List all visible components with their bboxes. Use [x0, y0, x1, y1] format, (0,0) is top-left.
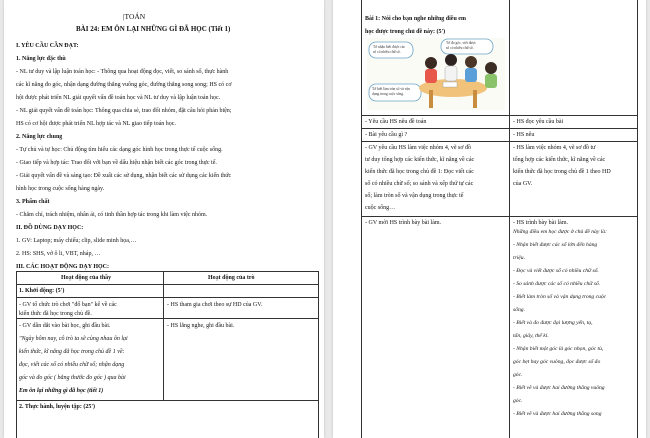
learning-outcome-line: - Nhận biết được các số lớn đến hàng — [513, 242, 598, 248]
teacher-activity-line: - GV tổ chức trò chơi "đố bạn" kể về các — [19, 302, 117, 308]
paragraph-line: - Giải quyết vấn đề và sáng tạo: Đề xuất các sử dụng, nhận biết các sử dụng các kiến thức — [16, 173, 232, 179]
student-activity-line: tổng hợp các kiến thức, kĩ năng về các — [513, 157, 606, 163]
subsection-general-competence: 2. Năng lực chung — [16, 134, 63, 140]
learning-outcome-line: - Biết và đo được đại lượng yến, tạ, — [513, 320, 593, 326]
learning-outcome-line: sống. — [513, 307, 525, 313]
paragraph-line: - NL giải quyết vấn đề toán học: Thông qua chia sẻ, trao đổi nhóm, đặt câu hỏi phản biện; — [16, 108, 232, 114]
paragraph-line: - Giao tiếp và hợp tác: Trao đổi với bạn về dấu hiệu nhận biết các góc trong thực tế. — [16, 160, 217, 166]
learning-outcome-line: - Nhận biết một góc là góc nhọn, góc tù, — [513, 346, 604, 352]
learning-outcome-line: góc bẹt hay góc vuông, đọc được số đo — [513, 359, 601, 365]
paragraph-line: - NL tư duy và lập luận toán học: - Thông qua hoạt động đọc, viết, so sánh số, thực hành — [16, 69, 229, 75]
speech-bubble-line: Tớ đo góc, viết được — [446, 41, 476, 45]
teacher-activity-line: kiến thức đã học trong chủ đề. — [19, 311, 92, 317]
learning-outcome-line: - Biết vẽ và được hai đường thẳng song — [513, 411, 602, 417]
teacher-activity-line: kiến thức đã học trong chủ đề 1: Đọc viết các — [365, 169, 474, 175]
student-activity-line: - HS đọc yêu cầu bài — [513, 119, 564, 125]
document-page-left — [4, 0, 324, 438]
section-materials: II. ĐỒ DÙNG DẠY HỌC: — [16, 225, 84, 231]
teacher-activity-line: tư duy tổng hợp các kiến thức, kĩ năng về các — [365, 157, 475, 163]
speech-bubble-line: Tớ nhận biết được các — [373, 45, 406, 49]
paragraph-line: các kĩ năng đo góc, nhận dạng đường thẳng vuông góc, đường thẳng song song; HS có cơ — [16, 82, 232, 88]
section-activities: III. CÁC HOẠT ĐỘNG DẠY HỌC: — [16, 264, 110, 270]
student-activity-line: - HS làm việc nhóm 4, vẽ sơ đồ tư — [513, 145, 596, 151]
paragraph-line: - Tự chủ và tự học: Chủ động tìm hiểu các dạng góc hình học trong thực tế cuộc sống. — [16, 147, 223, 153]
teacher-activity-line: số có nhiều chữ số; so sánh và xếp thứ tự các — [365, 181, 474, 187]
practice-heading: 2. Thực hành, luyện tập: (25') — [19, 404, 96, 410]
learning-outcome-line: triệu. — [513, 255, 525, 261]
learning-outcome-line: - So sánh được các số có nhiều chữ số. — [513, 281, 601, 287]
student-activity-line: của GV. — [513, 181, 533, 187]
learning-outcome-line: góc. — [513, 372, 523, 378]
subsection-qualities: 3. Phẩm chất — [16, 199, 50, 205]
student-materials: 2. HS: SHS, vở ô li, VBT, nháp, … — [16, 251, 101, 257]
learning-outcome-line: - Biết làm tròn số và vận dụng trong cuộc — [513, 294, 607, 300]
paragraph-line: hình học trong cuộc sống hàng ngày. — [16, 186, 105, 192]
teacher-quote-line: "Ngày hôm nay, cô trò ta sẽ cùng nhau ôn lại — [19, 336, 128, 342]
student-activity-line: kiến thức đã học trong chủ đề 1 theo HD — [513, 169, 611, 175]
teacher-quote-line: đọc, viết các số có nhiều chữ số; nhận dạng — [19, 362, 125, 368]
subsection-specific-competence: 1. Năng lực đặc thù — [16, 56, 66, 62]
section-objectives: I. YÊU CẦU CẦN ĐẠT: — [16, 43, 79, 49]
teacher-materials: 1. GV: Laptop; máy chiếu; clip, slide minh họa,… — [16, 238, 137, 244]
paragraph-line: HS có cơ hội được phát triển NL hợp tác và NL giao tiếp toán học. — [16, 121, 176, 127]
teacher-activity-line: - Yêu cầu HS nêu đề toán — [365, 119, 427, 125]
exercise-heading-line: Bài 1: Nói cho bạn nghe những điều em — [365, 16, 466, 22]
teacher-quote-line: góc và đo góc ( bằng thước đo góc ) qua bài — [19, 375, 126, 381]
learning-outcome-line: Những điều em học được ở chủ đề này là: — [513, 229, 607, 235]
column-header-student: Hoạt động của trò — [208, 275, 255, 281]
classroom-illustration — [367, 38, 505, 110]
lesson-name-quote: Em ôn lại những gì đã học (tiết 1) — [19, 388, 104, 394]
lesson-title: BÀI 24: EM ÔN LẠI NHỮNG GÌ ĐÃ HỌC (Tiết 1) — [76, 25, 231, 33]
student-activity-line: - HS trình bày bài làm. — [513, 220, 568, 226]
column-header-teacher: Hoạt động của thầy — [61, 275, 112, 281]
learning-outcome-line: tấn, giây, thế kỉ. — [513, 333, 549, 339]
warmup-heading: 1. Khởi động: (5') — [19, 288, 65, 294]
subject-heading: |TOÁN — [123, 12, 146, 21]
subject-text: TOÁN — [124, 12, 146, 21]
speech-bubble-line: số có nhiều chữ số. — [373, 50, 401, 54]
learning-outcome-line: - Biết vẽ và được hai đường thẳng vuông — [513, 385, 605, 391]
student-activity-line: - HS lắng nghe, ghi đầu bài. — [167, 323, 235, 329]
student-activity-line: - HS tham gia chơi theo sự HD của GV. — [167, 302, 263, 308]
student-activity-line: - HS nêu — [513, 132, 535, 138]
teacher-activity-line: cuộc sống… — [365, 205, 396, 211]
speech-bubble-line: số có nhiều chữ số. — [446, 46, 474, 50]
teacher-quote-line: kiến thức, kĩ năng đã học trong chủ đề 1 về: — [19, 349, 125, 355]
paragraph-line: - Chăm chỉ, trách nhiệm, nhân ái, có tinh thần hợp tác trong khi làm việc nhóm. — [16, 212, 208, 218]
learning-outcome-line: - Đọc và viết được số có nhiều chữ số. — [513, 268, 599, 274]
teacher-activity-line: số; làm tròn số và vận dụng trong thực tế — [365, 193, 464, 199]
teacher-activity-line: - Bài yêu cầu gì ? — [365, 132, 408, 138]
paragraph-line: hội được phát triển NL giải quyết vấn đề toán học và NL tư duy và lập luận toán học. — [16, 95, 221, 101]
teacher-activity-line: - GV mời HS trình bày bài làm. — [365, 220, 442, 226]
document-page-right — [333, 0, 646, 438]
teacher-activity-line: - GV dẫn dắt vào bài học, ghi đầu bài. — [19, 323, 111, 329]
learning-outcome-line: góc. — [513, 398, 523, 404]
speech-bubble-line: Tớ biết làm tròn số và vận — [372, 87, 410, 91]
teacher-activity-line: - GV yêu cầu HS làm việc nhóm 4, vẽ sơ đồ — [365, 145, 472, 151]
exercise-heading-line: học được trong chủ đề này: (5') — [365, 29, 446, 35]
speech-bubble-line: dụng trong cuộc sống. — [372, 92, 404, 96]
